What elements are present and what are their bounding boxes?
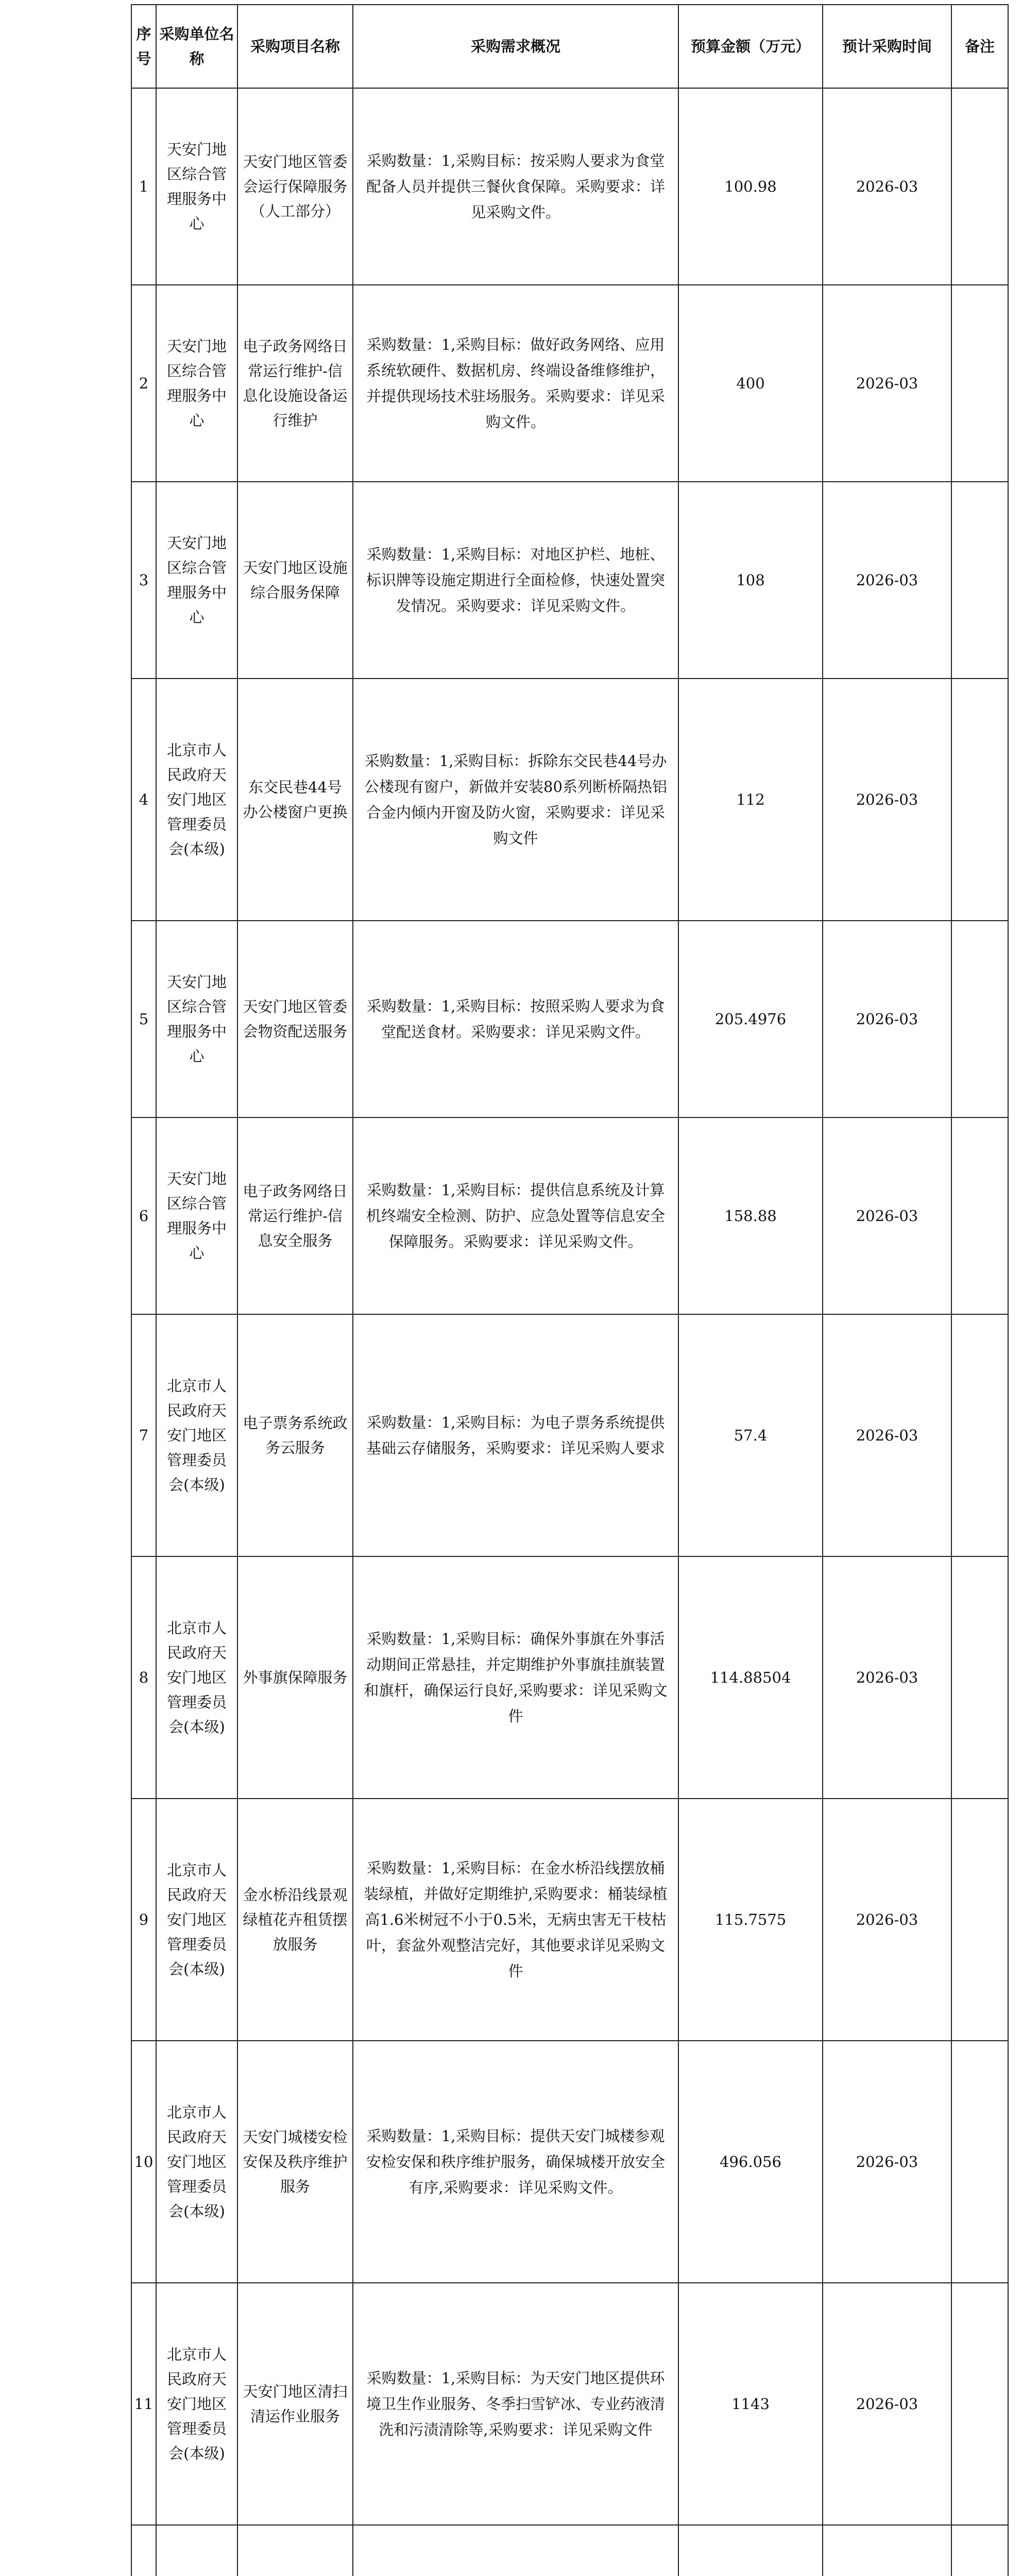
row-date: 2026-03 bbox=[823, 2041, 951, 2283]
table-row bbox=[131, 285, 1008, 482]
table-row bbox=[131, 88, 1008, 285]
row-date: 2026-03 bbox=[823, 2283, 951, 2525]
row-note bbox=[951, 2283, 1008, 2525]
procurement-table-sheet bbox=[131, 4, 1008, 2576]
row-note bbox=[951, 285, 1008, 482]
row-budget: 400 bbox=[678, 285, 823, 482]
row-note bbox=[951, 1799, 1008, 2041]
row-date: 2026-03 bbox=[823, 285, 951, 482]
header-desc: 采购需求概况 bbox=[353, 5, 678, 88]
row-seq: 6 bbox=[131, 1117, 156, 1314]
row-desc: 采购数量：1,采购目标：为电子票务系统提供基础云存储服务，采购要求：详见采购人要求 bbox=[353, 1314, 678, 1556]
row-desc: 采购数量：1,采购目标：按照采购人要求为食堂配送食材。采购要求：详见采购文件。 bbox=[353, 921, 678, 1117]
row-seq: 11 bbox=[131, 2283, 156, 2525]
row-seq: 2 bbox=[131, 285, 156, 482]
row-unit: 天安门地区综合管理服务中心 bbox=[156, 285, 237, 482]
table-row bbox=[131, 1314, 1008, 1556]
row-item: 天安门地区清扫清运作业服务 bbox=[237, 2283, 353, 2525]
table-row bbox=[131, 2283, 1008, 2525]
row-desc bbox=[353, 2525, 678, 2576]
row-note bbox=[951, 921, 1008, 1117]
row-desc: 采购数量：1,采购目标：在金水桥沿线摆放桶装绿植，并做好定期维护,采购要求：桶装绿植高1.6米树冠不小于0.5米，无病虫害无干枝枯叶，套盆外观整洁完好，其他要求详见采购文件 bbox=[353, 1799, 678, 2041]
row-seq: 5 bbox=[131, 921, 156, 1117]
row-item: 天安门城楼安检安保及秩序维护服务 bbox=[237, 2041, 353, 2283]
row-budget: 1143 bbox=[678, 2283, 823, 2525]
header-budget: 预算金额（万元） bbox=[678, 5, 823, 88]
row-note bbox=[951, 482, 1008, 679]
row-date: 2026-03 bbox=[823, 1556, 951, 1799]
procurement-table bbox=[131, 4, 1009, 2576]
row-unit: 北京市人民政府天安门地区管理委员会(本级) bbox=[156, 1314, 237, 1556]
row-date: 2026-03 bbox=[823, 88, 951, 285]
row-desc: 采购数量：1,采购目标：提供信息系统及计算机终端安全检测、防护、应急处置等信息安全保障服务。采购要求：详见采购文件。 bbox=[353, 1117, 678, 1314]
row-date: 2026-03 bbox=[823, 482, 951, 679]
row-seq: 4 bbox=[131, 679, 156, 921]
row-budget: 114.88504 bbox=[678, 1556, 823, 1799]
table-row bbox=[131, 679, 1008, 921]
row-seq: 10 bbox=[131, 2041, 156, 2283]
row-item: 天安门地区管委会运行保障服务（人工部分） bbox=[237, 88, 353, 285]
row-item: 电子票务系统政务云服务 bbox=[237, 1314, 353, 1556]
row-date: 2026-03 bbox=[823, 1799, 951, 2041]
row-seq: 3 bbox=[131, 482, 156, 679]
row-item: 电子政务网络日常运行维护-信息化设施设备运行维护 bbox=[237, 285, 353, 482]
table-row bbox=[131, 482, 1008, 679]
row-seq: 8 bbox=[131, 1556, 156, 1799]
row-item: 金水桥沿线景观绿植花卉租赁摆放服务 bbox=[237, 1799, 353, 2041]
row-date: 2026-03 bbox=[823, 679, 951, 921]
row-budget: 57.4 bbox=[678, 1314, 823, 1556]
row-unit: 天安门地区综合管理服务中心 bbox=[156, 88, 237, 285]
row-unit: 北京市人民政府天安门地区管理委员会(本级) bbox=[156, 679, 237, 921]
row-date: 2026-03 bbox=[823, 921, 951, 1117]
header-seq: 序号 bbox=[131, 5, 156, 88]
row-note bbox=[951, 2525, 1008, 2576]
row-desc: 采购数量：1,采购目标：为天安门地区提供环境卫生作业服务、冬季扫雪铲冰、专业药液清洗和污渍清除等,采购要求：详见采购文件 bbox=[353, 2283, 678, 2525]
row-budget: 100.98 bbox=[678, 88, 823, 285]
row-date: 2026-03 bbox=[823, 1117, 951, 1314]
row-desc: 采购数量：1,采购目标：对地区护栏、地桩、标识牌等设施定期进行全面检修，快速处置突发情况。采购要求：详见采购文件。 bbox=[353, 482, 678, 679]
row-item: 天安门地区管委会物资配送服务 bbox=[237, 921, 353, 1117]
row-seq bbox=[131, 2525, 156, 2576]
row-desc: 采购数量：1,采购目标：按采购人要求为食堂配备人员并提供三餐伙食保障。采购要求：详见采购文件。 bbox=[353, 88, 678, 285]
row-note bbox=[951, 1314, 1008, 1556]
row-budget: 158.88 bbox=[678, 1117, 823, 1314]
row-desc: 采购数量：1,采购目标：提供天安门城楼参观安检安保和秩序维护服务，确保城楼开放安全有序,采购要求：详见采购文件。 bbox=[353, 2041, 678, 2283]
row-note bbox=[951, 88, 1008, 285]
row-note bbox=[951, 2041, 1008, 2283]
row-unit: 天安门地区综合管理服务中心 bbox=[156, 1117, 237, 1314]
row-unit: 北京市人民政府天安门地区管理委员会(本级) bbox=[156, 1556, 237, 1799]
row-seq: 1 bbox=[131, 88, 156, 285]
row-budget: 496.056 bbox=[678, 2041, 823, 2283]
header-item: 采购项目名称 bbox=[237, 5, 353, 88]
row-item: 电子政务网络日常运行维护-信息安全服务 bbox=[237, 1117, 353, 1314]
table-row bbox=[131, 2041, 1008, 2283]
row-desc: 采购数量：1,采购目标：拆除东交民巷44号办公楼现有窗户，新做并安装80系列断桥隔热铝合金内倾内开窗及防火窗，采购要求：详见采购文件 bbox=[353, 679, 678, 921]
row-note bbox=[951, 1117, 1008, 1314]
row-budget bbox=[678, 2525, 823, 2576]
row-budget: 205.4976 bbox=[678, 921, 823, 1117]
row-desc: 采购数量：1,采购目标：做好政务网络、应用系统软硬件、数据机房、终端设备维修维护，并提供现场技术驻场服务。采购要求：详见采购文件。 bbox=[353, 285, 678, 482]
row-item bbox=[237, 2525, 353, 2576]
row-item: 天安门地区设施综合服务保障 bbox=[237, 482, 353, 679]
table-row bbox=[131, 2525, 1008, 2576]
row-note bbox=[951, 1556, 1008, 1799]
row-seq: 9 bbox=[131, 1799, 156, 2041]
row-note bbox=[951, 679, 1008, 921]
row-budget: 112 bbox=[678, 679, 823, 921]
row-unit: 北京市人民政府天安门地区管理委员会(本级) bbox=[156, 2041, 237, 2283]
table-row bbox=[131, 1117, 1008, 1314]
row-item: 东交民巷44号办公楼窗户更换 bbox=[237, 679, 353, 921]
header-row bbox=[131, 5, 1008, 88]
row-date bbox=[823, 2525, 951, 2576]
table-row bbox=[131, 1556, 1008, 1799]
table-row bbox=[131, 921, 1008, 1117]
table-row bbox=[131, 1799, 1008, 2041]
row-unit: 天安门地区综合管理服务中心 bbox=[156, 482, 237, 679]
row-item: 外事旗保障服务 bbox=[237, 1556, 353, 1799]
row-date: 2026-03 bbox=[823, 1314, 951, 1556]
header-note: 备注 bbox=[951, 5, 1008, 88]
row-seq: 7 bbox=[131, 1314, 156, 1556]
header-date: 预计采购时间 bbox=[823, 5, 951, 88]
header-unit: 采购单位名称 bbox=[156, 5, 237, 88]
row-unit: 北京市人民政府天安门地区管理委员会(本级) bbox=[156, 2283, 237, 2525]
row-unit: 北京市人民政府天安门地区管理委员会(本级) bbox=[156, 1799, 237, 2041]
row-unit: 天安门地区综合管理服务中心 bbox=[156, 921, 237, 1117]
row-budget: 115.7575 bbox=[678, 1799, 823, 2041]
row-desc: 采购数量：1,采购目标：确保外事旗在外事活动期间正常悬挂，并定期维护外事旗挂旗装置和旗杆，确保运行良好,采购要求：详见采购文件 bbox=[353, 1556, 678, 1799]
row-unit bbox=[156, 2525, 237, 2576]
row-budget: 108 bbox=[678, 482, 823, 679]
